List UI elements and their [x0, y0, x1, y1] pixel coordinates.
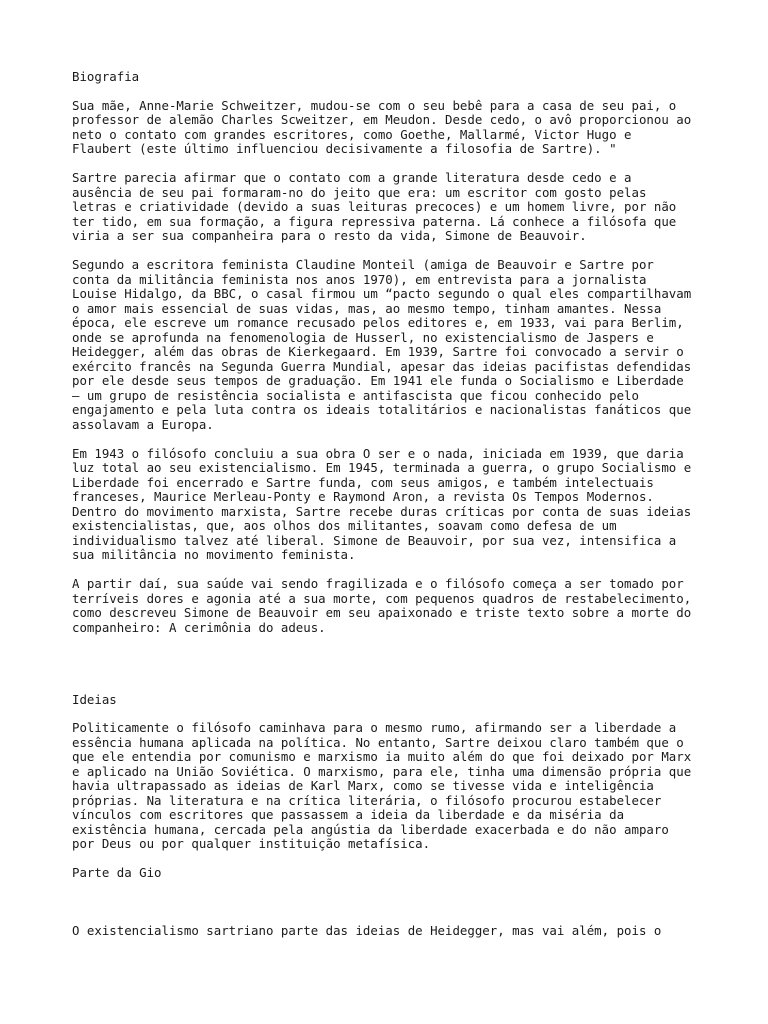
paragraph-5 — [72, 577, 700, 635]
paragraph-7 — [72, 924, 700, 939]
text-line: neto o contato com grandes escritores, como Goethe, Mallarmé, Victor Hugo e — [72, 126, 632, 142]
paragraph-6 — [72, 721, 700, 852]
text-line: Sartre parecia afirmar que o contato com a grande literatura desde cedo e a — [72, 170, 632, 185]
text-line: por ele desde seus tempos de graduação. Em 1941 ele funda o Socialismo e Liberdade — [72, 373, 684, 388]
text-line: Flaubert (este último influenciou decisivamente a filosofia de Sartre). " — [72, 141, 617, 156]
text-line: época, ele escreve um romance recusado pelos editores e, em 1933, vai para Berlim, — [72, 315, 684, 330]
paragraph-1 — [72, 99, 700, 157]
text-line: ter tido, em sua formação, a figura repressiva paterna. Lá conhece a filósofa que — [72, 213, 677, 229]
text-line: essência humana aplicada na política. No entanto, Sartre deixou claro também que o — [72, 734, 684, 750]
paragraph-2 — [72, 171, 700, 244]
paragraph-3 — [72, 258, 700, 432]
text-line: que ele entendia por comunismo e marxismo ia muito além do que foi deixado por Marx — [72, 749, 692, 764]
text-line: O existencialismo sartriano parte das ideias de Heidegger, mas vai além, pois o — [72, 922, 662, 938]
text-line: Sua mãe, Anne-Marie Schweitzer, mudou-se com o seu bebê para a casa de seu pai, o — [72, 97, 677, 113]
text-line: sua militância no movimento feminista. — [72, 547, 356, 562]
text-line: vínculos com escritores que passassem a ideia da liberdade e da miséria da — [72, 807, 625, 822]
text-line: Heidegger, além das obras de Kierkegaard. Em 1939, Sartre foi convocado a servir o — [72, 344, 684, 359]
text-line: próprias. Na literatura e na crítica literária, o filósofo procurou estabelecer — [72, 792, 662, 808]
text-line: Politicamente o filósofo caminhava para o mesmo rumo, afirmando ser a liberdade a — [72, 720, 677, 735]
text-line: terríveis dores e agonia até a sua morte, com pequenos quadros de restabelecimento, — [72, 590, 692, 606]
text-line: Louise Hidalgo, da BBC, o casal firmou um “pacto segundo o qual eles compartilhavam — [72, 286, 692, 301]
text-line: existência humana, cercada pela angústia da liberdade exacerbada e do não amparo — [72, 821, 669, 837]
text-line: engajamento e pela luta contra os ideais totalitários e nacionalistas fanáticos que — [72, 402, 692, 417]
text-line: assolavam a Europa. — [72, 416, 214, 432]
text-line: havia ultrapassado as ideias de Karl Marx, como se tivesse vida e inteligência — [72, 778, 654, 793]
text-line: franceses, Maurice Merleau-Ponty e Raymond Aron, a revista Os Tempos Modernos. — [72, 489, 654, 504]
heading-biografia: Biografia — [72, 69, 140, 84]
text-line: individualismo talvez até liberal. Simone de Beauvoir, por sua vez, intensifica a — [72, 532, 677, 548]
text-line: conta da militância feminista nos anos 1970), em entrevista para a jornalista — [72, 271, 647, 287]
heading-parte-da-gio: Parte da Gio — [72, 865, 162, 880]
paragraph-4 — [72, 447, 700, 563]
text-line: luz total ao seu existencialismo. Em 1945, terminada a guerra, o grupo Socialismo e — [72, 460, 692, 475]
text-line: A partir daí, sua saúde vai sendo fragilizada e o filósofo começa a ser tomado por — [72, 576, 684, 591]
text-line: letras e criatividade (devido a suas leituras precoces) e um homem livre, por não — [72, 199, 677, 214]
text-line: Em 1943 o filósofo concluiu a sua obra O ser e o nada, iniciada em 1939, que daria — [72, 445, 684, 461]
text-line: exército francês na Segunda Guerra Mundial, apesar das ideias pacifistas defendidas — [72, 358, 692, 374]
text-line: o amor mais essencial de suas vidas, mas, ao mesmo tempo, tinham amantes. Nessa — [72, 300, 662, 316]
text-line: Segundo a escritora feminista Claudine Monteil (amiga de Beauvoir e Sartre por — [72, 257, 654, 272]
text-line: Liberdade foi encerrado e Sartre funda, com seus amigos, e também intelectuais — [72, 474, 654, 490]
blank-space — [72, 650, 700, 693]
text-line: Dentro do movimento marxista, Sartre recebe duras críticas por conta de suas ideias — [72, 503, 692, 519]
text-line: onde se aprofunda na fenomenologia de Husserl, no existencialismo de Jaspers e — [72, 329, 654, 345]
text-line: por Deus ou por qualquer instituição metafísica. — [72, 836, 431, 851]
text-line: companheiro: A cerimônia do adeus. — [72, 619, 326, 635]
heading-ideias: Ideias — [72, 691, 117, 707]
blank-space — [72, 895, 700, 924]
text-line: ausência de seu pai formaram-no do jeito que era: um escritor com gosto pelas — [72, 184, 647, 200]
text-line: — um grupo de resistência socialista e antifascista que ficou conhecido pelo — [72, 387, 639, 403]
text-line: e aplicado na União Soviética. O marxismo, para ele, tinha uma dimensão própria que — [72, 763, 692, 779]
text-line: existencialistas, que, aos olhos dos militantes, soavam como defesa de um — [72, 518, 617, 533]
text-line: viria a ser sua companheira para o resto da vida, Simone de Beauvoir. — [72, 228, 587, 243]
document-page — [72, 70, 700, 953]
text-line: como descreveu Simone de Beauvoir em seu apaixonado e triste texto sobre a morte do — [72, 605, 692, 620]
text-line: professor de alemão Charles Scweitzer, em Meudon. Desde cedo, o avô proporcionou ao — [72, 112, 692, 127]
